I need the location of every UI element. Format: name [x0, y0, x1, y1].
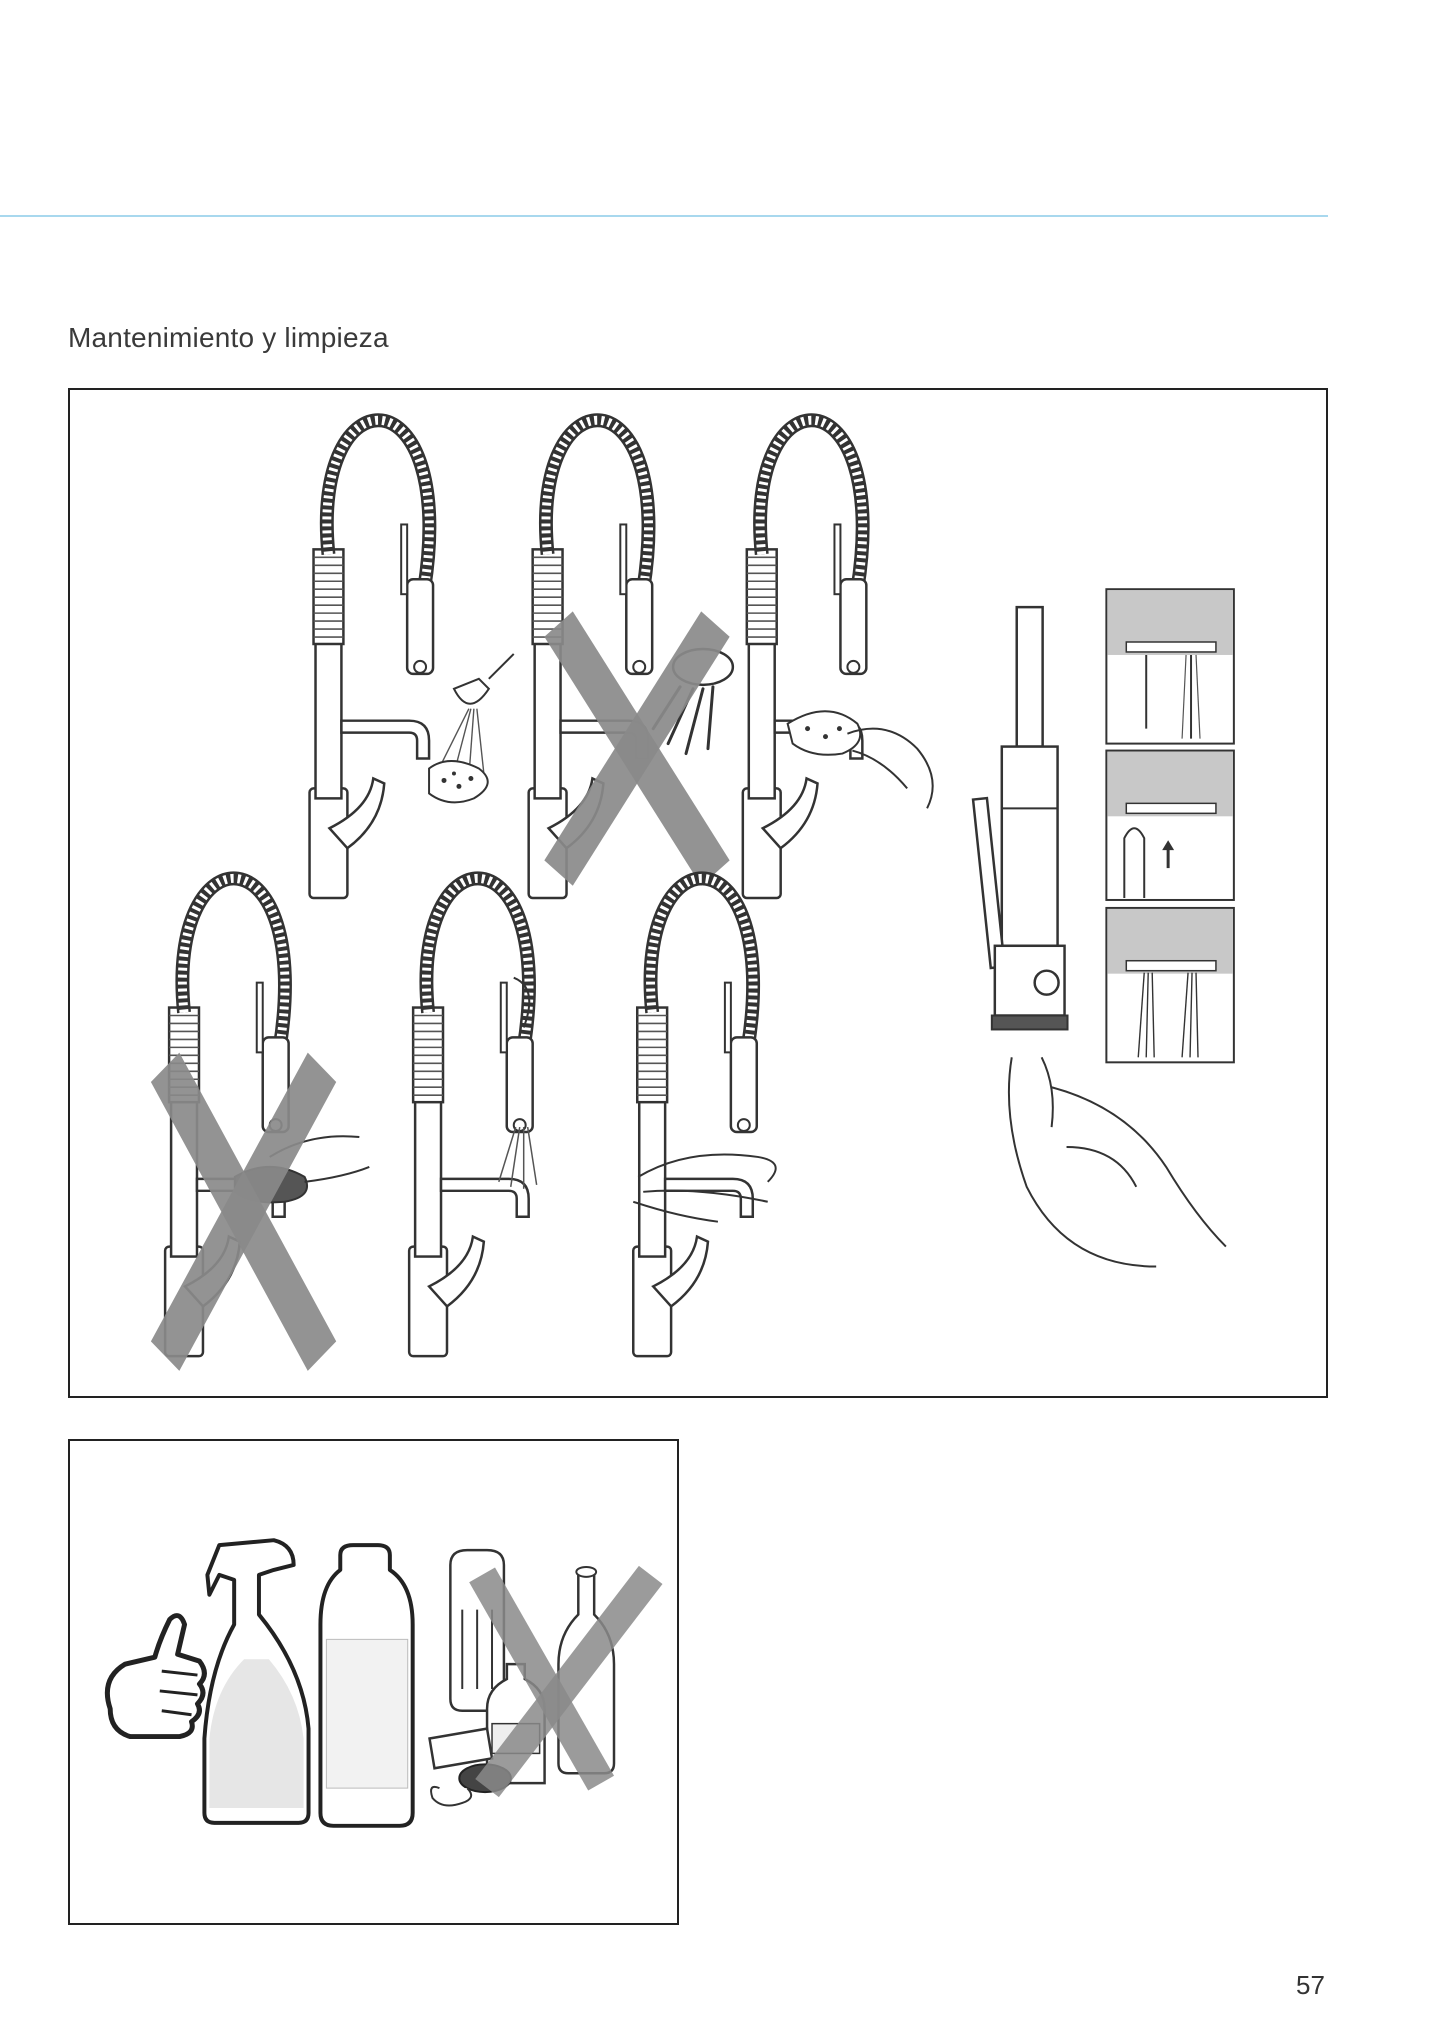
thumbs-up-icon	[107, 1616, 204, 1737]
nozzle-step-3	[1106, 908, 1233, 1062]
nozzle-step-1	[1106, 589, 1233, 743]
section-title: Mantenimiento y limpieza	[68, 322, 389, 353]
cleaning-products-figure	[68, 1439, 679, 1925]
faucet-panel-5	[409, 878, 536, 1356]
spray-head-detail-icon	[429, 654, 514, 802]
spray-bottle-icon	[204, 1540, 308, 1823]
sponge-icon	[430, 1729, 492, 1769]
faucet-panel-1	[310, 420, 514, 898]
faucet-panel-3	[743, 420, 933, 898]
nozzle-step-2	[1106, 751, 1233, 900]
liquid-cleaner-bottle-icon	[320, 1545, 412, 1826]
header-accent-rule	[0, 215, 1328, 217]
faucet-panel-2	[529, 420, 733, 898]
faucet-panel-6	[633, 878, 775, 1356]
faucet-panel-4	[165, 878, 369, 1356]
faucet-cleaning-figure	[68, 388, 1328, 1398]
page-number: 57	[1296, 1970, 1325, 2000]
